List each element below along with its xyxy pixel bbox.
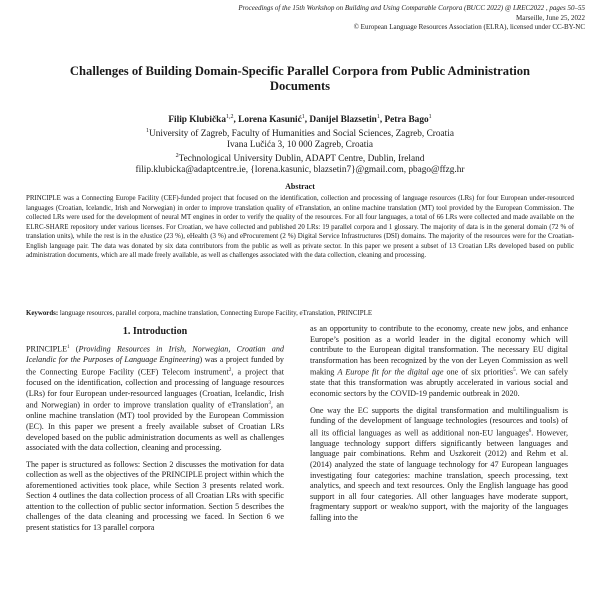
- author-4: Petra Bago: [384, 115, 429, 126]
- text-run: , a project that focused on the identification, collection and processing of language resources (LRs) for four European under-resourced languages (Croatian, Icelandic, Irish and Norwegian) in order to improve translation quality of eTranslation: [26, 367, 284, 410]
- keywords: [26, 309, 574, 318]
- footnote-mark: 1: [67, 345, 70, 350]
- affiliation-1: [20, 126, 580, 140]
- text-run: (: [69, 344, 79, 354]
- author-2-affil: 1: [301, 114, 305, 120]
- text-run: one of six priorities: [443, 367, 514, 377]
- affiliation-2: [20, 151, 580, 165]
- author-3: Danijel Blazsetin: [309, 115, 377, 126]
- project-full-name: Providing Resources in Irish, Norwegian, Croatian and Icelandic for the Purposes of Language Engineering: [26, 344, 284, 365]
- paper-title: Challenges of Building Domain-Specific Parallel Corpora from Public Administration Documents: [69, 64, 531, 93]
- header-license: © European Language Resources Association (ELRA), licensed under CC-BY-NC: [353, 23, 585, 32]
- text-run: One way the EC supports the digital transformation and multilingualism is funding of the development of language technologies (resources and tools) of all its official languages as well as additional non-EU languages: [310, 405, 568, 438]
- left-column: [26, 326, 284, 539]
- footnote-mark: 6: [528, 428, 532, 434]
- header-venue: Proceedings of the 15th Workshop on Building and Using Comparable Corpora (BUCC 2022) @ LREC2022 , pages 50–55: [238, 4, 585, 12]
- right-paragraph-1: [310, 324, 568, 400]
- abstract-heading: Abstract: [285, 182, 315, 191]
- abstract-text: PRINCIPLE was a Connecting Europe Facility (CEF)-funded project that focused on the identification, collection and processing of language resources (LRs) for four European under-resourced languages (Croatian, Icelandic, Irish and Norwegian) in order to improve translation quality of eTranslation, an online machine translation (MT) tool provided by the European Commission. The collected LRs were used for the development of neural MT engines in order to verify the quality of the resources. For all four languages, a total of 66 LRs were collected and made available on the ELRC-SHARE repository under various licenses. For Croatian, we have collected and published 20 LRs: 19 parallel corpora and 1 glossary. The majority of data is in the general domain (72 % of translation units), while the rest is in the eJustice (23 %), eHealth (3 %) and eProcurement (2 %) Digital Service Infrastructures (DSI) domains. The majority of the resources were for the Croatian-English language pair. The data was donated by six data contributors from the public as well as private sector. In this paper we present a subset of 13 Croatian LRs developed based on public administration documents, which are all made freely available, as well as challenges associated with the data collection, cleaning and processing.: [26, 195, 574, 259]
- right-column: [310, 324, 568, 529]
- text-run: PRINCIPLE: [26, 344, 68, 354]
- author-block: [20, 112, 580, 176]
- proceedings-header: [25, 4, 585, 33]
- keywords-label: Keywords:: [26, 310, 59, 317]
- author-names: [20, 112, 580, 126]
- footnote-mark: 3: [268, 401, 271, 407]
- author-separator: ,: [379, 115, 385, 126]
- author-separator: ,: [233, 115, 239, 126]
- intro-paragraph-1: [26, 343, 284, 454]
- header-date: Marseille, June 25, 2022: [515, 13, 585, 22]
- author-separator: ,: [304, 115, 310, 126]
- author-3-affil: 1: [376, 114, 380, 120]
- footnote-mark: 5: [513, 368, 516, 374]
- author-2: Lorena Kasunić: [238, 115, 302, 126]
- footnote-mark: 2: [228, 367, 232, 373]
- affiliation-1-mark: 1: [146, 128, 150, 135]
- text-run: . We can safely state that this transformation was abruptly accelerated in various social and economic sectors by the COVID-19 pandemic outbreak in 2020.: [310, 367, 569, 398]
- affiliation-2-mark: 2: [175, 153, 179, 160]
- affiliation-1-address: Ivana Lučića 3, 10 000 Zagreb, Croatia: [226, 140, 374, 151]
- affiliation-1-text: University of Zagreb, Faculty of Humanities and Social Sciences, Zagreb, Croatia: [149, 129, 454, 140]
- intro-paragraph-2: The paper is structured as follows: Section 2 discusses the motivation for data collection as well as the objectives of the PRINCIPLE project within which the aforementioned activities took place, while Section 3 presents related work. Section 4 outlines the data collection process of all Croatian LRs with specific attention to the collection of public sector information. Section 5 describes the challenges of the data cleaning and processing we faced. In Section 6 we present statistics for 13 parallel corpora: [26, 459, 284, 532]
- text-run: . However, language technology support differs significantly between languages and language pair combinations. Rehm and Uszkoreit (2012) and Rehm et al. (2014) analyzed the state of language technology for 47 European languages investigating four categories: machine translation, speech processing, text analytics, and speech and text resources. Only the English language has good support in all four categories. All other languages have moderate support, fragmentary support or weak/no support, with the majority of the languages falling into the: [310, 428, 569, 522]
- priority-name: A Europe fit for the digital age: [337, 367, 444, 377]
- author-1-affil: 1,2: [225, 114, 234, 120]
- text-run: , an online machine translation (MT) tool provided by the European Commission (EC). In this paper we present a freely available subset of Croatian LRs developed based on the public administration documents as well as challenges associated with the data collection, cleaning and processing.: [26, 400, 284, 453]
- right-paragraph-2: [310, 406, 568, 524]
- keywords-list: language resources, parallel corpora, machine translation, Connecting Europe Facility, eTranslation, PRINCIPLE: [58, 310, 373, 317]
- author-4-affil: 1: [428, 114, 432, 120]
- affiliation-2-text: Technological University Dublin, ADAPT Centre, Dublin, Ireland: [178, 154, 425, 165]
- author-1: Filip Klubička: [168, 115, 226, 126]
- text-run: as an opportunity to contribute to the economy, create new jobs, and enhance Europe’s position as a world leader in the digital economy which will contribute to the European digital transformation. The necessary EU digital transformation has been recognized by the von der Leyen Commission as well making: [310, 324, 568, 377]
- author-emails: filip.klubicka@adaptcentre.ie, {lorena.kasunic, blazsetin7}@gmail.com, pbago@ffzg.hr: [135, 165, 465, 176]
- text-run: ) was a project funded by the Connecting Europe Facility (CEF) Telecom instrument: [26, 355, 284, 377]
- introduction-heading: 1. Introduction: [122, 326, 188, 337]
